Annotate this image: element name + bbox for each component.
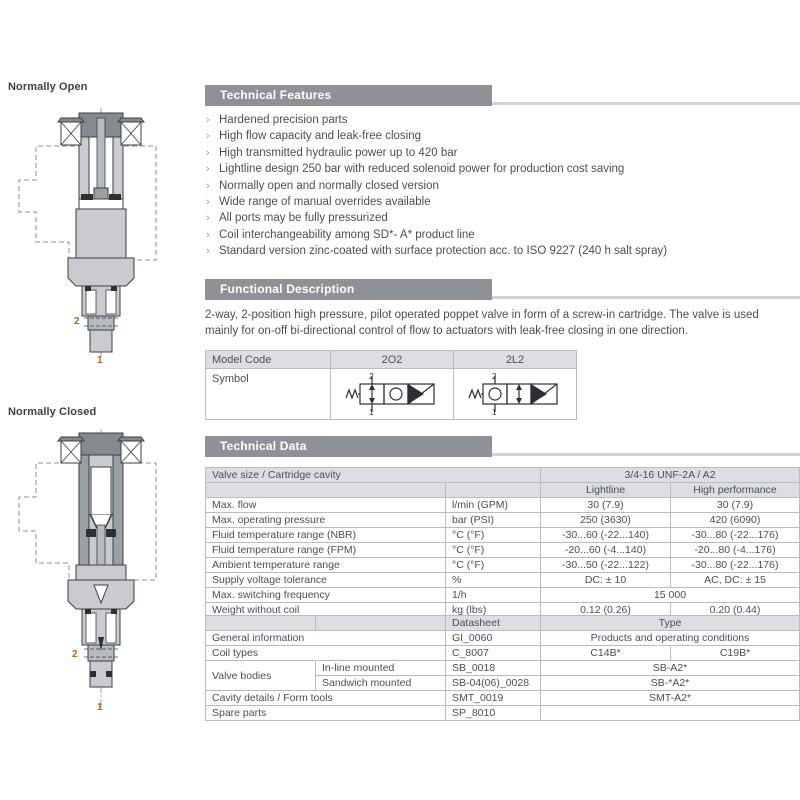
value-lightline: -30...60 (-22...140) (541, 528, 671, 543)
list-item (205, 194, 795, 210)
feature-text: Wide range of manual overrides available (219, 196, 431, 209)
coil-types-datasheet: C_8007 (446, 646, 541, 661)
list-item (205, 243, 795, 259)
section-title: Technical Data (220, 439, 307, 453)
content-column (200, 0, 800, 800)
functional-description-header (200, 279, 800, 300)
spare-parts-type (541, 706, 800, 721)
list-item (205, 227, 795, 243)
value-lightline: DC: ± 10 (541, 573, 671, 588)
feature-text: Hardened precision parts (219, 114, 348, 126)
model-code-2l2: 2L2 (454, 351, 577, 369)
table-row (206, 351, 577, 369)
sandwich-mounted-type: SB-*A2* (541, 676, 800, 691)
param-label: Supply voltage tolerance (206, 573, 446, 588)
param-label: Ambient temperature range (206, 558, 446, 573)
table-row (206, 661, 800, 676)
valve-bodies-label: Valve bodies (206, 661, 316, 691)
feature-text: Standard version zinc-coated with surface protection acc. to ISO 9227 (240 h salt spray) (219, 245, 668, 258)
param-unit: % (446, 573, 541, 588)
table-row (206, 468, 800, 483)
port-2-label: 2 (74, 316, 80, 327)
symbol-port-1: 1 (369, 408, 374, 416)
inline-mounted-datasheet: SB_0018 (446, 661, 541, 676)
param-label: Max. switching frequency (206, 588, 446, 603)
feature-text: High flow capacity and leak-free closing (219, 130, 421, 143)
chevron-right-icon: › (206, 146, 210, 159)
spacer-cell (316, 616, 446, 631)
cavity-details-datasheet: SMT_0019 (446, 691, 541, 706)
chevron-right-icon: › (206, 212, 210, 225)
normally-closed-title: Normally Closed (8, 406, 97, 418)
value-lightline: -20...60 (-4...140) (541, 543, 671, 558)
spare-parts-label: Spare parts (206, 706, 446, 721)
value-lightline: 30 (7.9) (541, 498, 671, 513)
normally-open-title: Normally Open (8, 81, 88, 93)
param-unit: 1/h (446, 588, 541, 603)
section-title: Functional Description (220, 282, 355, 296)
model-code-2o2: 2O2 (331, 351, 454, 369)
list-item (205, 161, 795, 177)
list-item (205, 178, 795, 194)
table-row (206, 588, 800, 603)
table-row (206, 573, 800, 588)
symbol-cell-2o2 (331, 369, 454, 420)
coil-types-label: Coil types (206, 646, 446, 661)
param-label: Max. operating pressure (206, 513, 446, 528)
param-unit: °C (°F) (446, 528, 541, 543)
table-row (206, 631, 800, 646)
feature-text: All ports may be fully pressurized (219, 212, 388, 225)
feature-text: Lightline design 250 bar with reduced solenoid power for production cost saving (219, 163, 625, 176)
value-high-performance: 420 (6090) (671, 513, 800, 528)
spacer-cell (206, 483, 446, 498)
section-rule (492, 453, 800, 456)
technical-features-list (205, 112, 795, 260)
cavity-details-label: Cavity details / Form tools (206, 691, 446, 706)
valve-mid-body (68, 565, 134, 609)
feature-text: Normally open and normally closed version (219, 179, 439, 192)
technical-data-header (200, 436, 800, 457)
col-lightline: Lightline (541, 483, 671, 498)
feature-text: Coil interchangeability among SD*- A* product line (219, 228, 475, 241)
valve-mid-body (68, 194, 134, 286)
value-lightline: 250 (3630) (541, 513, 671, 528)
section-title: Technical Features (220, 88, 332, 102)
symbol-port-2: 2 (369, 372, 374, 381)
param-label: Fluid temperature range (NBR) (206, 528, 446, 543)
param-label: Fluid temperature range (FPM) (206, 543, 446, 558)
symbol-port-2: 2 (492, 372, 497, 381)
normally-closed-valve-drawing (6, 425, 196, 715)
valve-size-value: 3/4-16 UNF-2A / A2 (541, 468, 800, 483)
spare-parts-datasheet: SP_8010 (446, 706, 541, 721)
param-unit: °C (°F) (446, 558, 541, 573)
value-high-performance: 30 (7.9) (671, 498, 800, 513)
cavity-details-type: SMT-A2* (541, 691, 800, 706)
section-rule (492, 296, 800, 299)
port-2-label: 2 (72, 649, 78, 660)
list-item (205, 210, 795, 226)
value-lightline: 0.12 (0.26) (541, 603, 671, 618)
general-information-type: Products and operating conditions (541, 631, 800, 646)
param-unit: l/min (GPM) (446, 498, 541, 513)
list-item (205, 112, 795, 128)
drawings-column (0, 0, 200, 800)
port-1-label: 1 (97, 702, 103, 713)
table-row (206, 513, 800, 528)
col-type: Type (541, 616, 800, 631)
param-unit: °C (°F) (446, 543, 541, 558)
value-span: 15 000 (541, 588, 800, 603)
table-row (206, 369, 577, 420)
feature-text: High transmitted hydraulic power up to 420 bar (219, 146, 458, 159)
value-high-performance: -30...80 (-22...176) (671, 528, 800, 543)
technical-data-table (205, 467, 800, 618)
table-row (206, 616, 800, 631)
table-row (206, 646, 800, 661)
coil-type-c14b: C14B* (541, 646, 671, 661)
spacer-cell (446, 483, 541, 498)
chevron-right-icon: › (206, 114, 210, 126)
sandwich-mounted-label: Sandwich mounted (316, 676, 446, 691)
chevron-right-icon: › (206, 228, 210, 241)
value-lightline: -30...50 (-22...122) (541, 558, 671, 573)
port-1-label: 1 (97, 355, 103, 365)
valve-size-label: Valve size / Cartridge cavity (206, 468, 541, 483)
normally-open-valve-drawing (6, 100, 196, 365)
documentation-table (205, 615, 800, 721)
col-datasheet: Datasheet (446, 616, 541, 631)
symbol-label: Symbol (206, 369, 331, 420)
section-rule (492, 102, 800, 105)
valve-symbol-2l2 (461, 372, 569, 416)
symbol-port-1: 1 (492, 408, 497, 416)
chevron-right-icon: › (206, 163, 210, 176)
coil-type-c19b: C19B* (671, 646, 800, 661)
table-row (206, 543, 800, 558)
value-high-performance: -20...80 (-4...176) (671, 543, 800, 558)
chevron-right-icon: › (206, 130, 210, 143)
model-code-table (205, 350, 577, 420)
symbol-cell-2l2 (454, 369, 577, 420)
chevron-right-icon: › (206, 179, 210, 192)
table-row (206, 558, 800, 573)
inline-mounted-label: In-line mounted (316, 661, 446, 676)
chevron-right-icon: › (206, 245, 210, 258)
value-high-performance: 0.20 (0.44) (671, 603, 800, 618)
table-row (206, 706, 800, 721)
cartridge-lower (82, 609, 120, 687)
spacer-cell (206, 616, 316, 631)
value-high-performance: -30...80 (-22...176) (671, 558, 800, 573)
table-row (206, 528, 800, 543)
inline-mounted-type: SB-A2* (541, 661, 800, 676)
model-code-label: Model Code (206, 351, 331, 369)
param-label: Weight without coil (206, 603, 446, 618)
valve-symbol-2o2 (338, 372, 446, 416)
general-information-datasheet: GI_0060 (446, 631, 541, 646)
col-high-performance: High performance (671, 483, 800, 498)
cartridge-lower (82, 286, 120, 352)
table-row (206, 498, 800, 513)
list-item (205, 145, 795, 161)
table-row (206, 483, 800, 498)
list-item (205, 128, 795, 144)
functional-description-text: 2-way, 2-position high pressure, pilot operated poppet valve in form of a screw-in cartridge. The valve is used mainly for on-off bi-directional control of flow to actuators with leak-free closing in one direction. (205, 309, 759, 337)
chevron-right-icon: › (206, 196, 210, 209)
value-high-performance: AC, DC: ± 15 (671, 573, 800, 588)
param-label: Max. flow (206, 498, 446, 513)
general-information-label: General information (206, 631, 446, 646)
table-row (206, 691, 800, 706)
technical-features-header (200, 85, 800, 106)
sandwich-mounted-datasheet: SB-04(06)_0028 (446, 676, 541, 691)
param-unit: kg (lbs) (446, 603, 541, 618)
param-unit: bar (PSI) (446, 513, 541, 528)
